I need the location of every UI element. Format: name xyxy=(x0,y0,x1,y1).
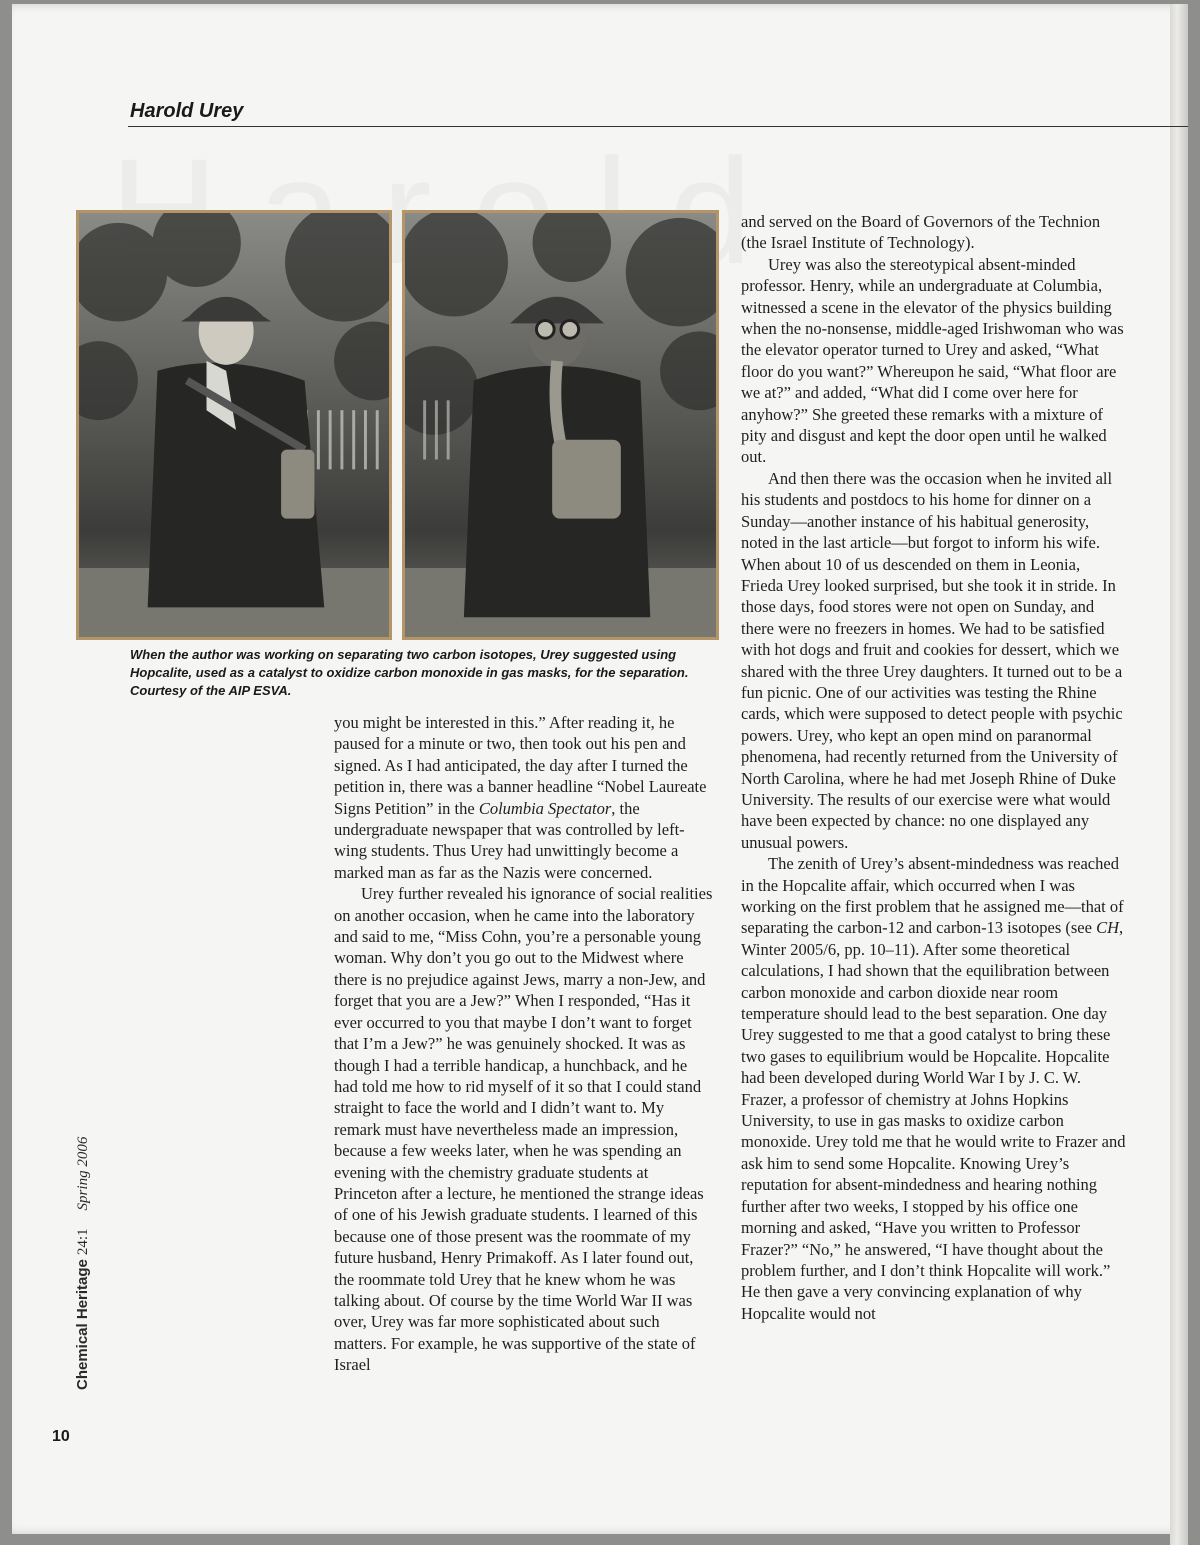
publication-title: Columbia Spectator xyxy=(478,798,612,818)
paragraph-text: , the undergraduate newspaper that was controlled by left-wing students. Thus Urey had unwittingly become a marked man as far as the Nazis were concerned. xyxy=(334,798,685,882)
photo-urey-gas-mask xyxy=(402,210,719,640)
paragraph-text: The zenith of Urey’s absent-mindedness was reached in the Hopcalite affair, which occurred when I was working on the first problem that he assigned me—that of separating the carbon-12 and carbon-13 isotopes (see xyxy=(741,854,1124,938)
running-header-title: Harold Urey xyxy=(130,100,244,122)
photo-urey-helmet xyxy=(76,210,392,640)
paragraph xyxy=(741,853,1126,1324)
article-column-right xyxy=(741,211,1126,1324)
paragraph: Urey was also the stereotypical absent-minded professor. Henry, while an undergraduate at Columbia, witnessed a scene in the elevator of the physics building when the no-nonsense, middle-aged Irishwoman who was the elevator operator turned to Urey and asked, “What floor do you want?” Whereupon he said, “What floor are we at?” and added, “What did I come over here for anyhow?” She greeted these remarks with a mixture of pity and disgust and kept the door open until he walked out. xyxy=(741,254,1124,467)
header-rule xyxy=(128,126,1188,127)
photo-caption: When the author was working on separating two carbon isotopes, Urey suggested using Hopcalite, used as a catalyst to oxidize carbon monoxide in gas masks, for the separation. Courtesy of the AIP ESVA. xyxy=(130,647,689,698)
publication-abbrev: CH xyxy=(1096,918,1120,938)
paragraph: and served on the Board of Governors of the Technion (the Israel Institute of Technology). xyxy=(741,212,1101,253)
paragraph: Urey further revealed his ignorance of social realities on another occasion, when he came into the laboratory and said to me, “Miss Cohn, you’re a personable young woman. Why don’t you go out to the Midwest where there is no prejudice against Jews, marry a non-Jew, and forget that you are a Jew?” When I responded, “Has it ever occurred to you that maybe I don’t want to forget that I’m a Jew?” he was genuinely shocked. It was as though I had a terrible handicap, a hunchback, and he had told me how to rid myself of it so that I could stand straight to face the world and I didn’t want to. My remark must have nevertheless made an impression, because a few weeks later, when he was spending an evening with the chemistry graduate students at Princeton after a lecture, he mentioned the strange ideas of one of his Jewish graduate students. I learned of this because one of those present was the roommate of my future husband, Henry Primakoff. As I later found out, the roommate told Urey that he knew whom he was talking about. Of course by the time World War II was over, Urey was far more sophisticated about such matters. For example, he was supportive of the state of Israel xyxy=(334,884,713,1375)
issue-number: 24:1 xyxy=(75,1228,91,1256)
page-number: 10 xyxy=(52,1428,70,1445)
folio-side-label xyxy=(73,1137,92,1390)
paragraph-text: , Winter 2005/6, pp. 10–11). After some theoretical calculations, I had shown that the equilibration between carbon monoxide and carbon dioxide near room temperature should lead to the best separation. One day Urey suggested to me that a good catalyst to bring these two gases to equilibrium would be Hopcalite. Hopcalite had been developed during World War I by J. C. W. Frazer, a professor of chemistry at Johns Hopkins University, to use in gas masks to oxidize carbon monoxide. Urey told me that he would write to Frazer and ask him to send some Hopcalite. Knowing Urey’s reputation for absent-mindedness and hearing nothing further after two weeks, I stopped by his office one morning and asked, “Have you written to Professor Frazer?” “No,” he answered, “I have thought about the problem further, and I don’t think Hopcalite will work.” He then gave a very convincing explanation of why Hopcalite would not xyxy=(741,918,1126,1323)
paragraph xyxy=(334,712,714,883)
paragraph: And then there was the occasion when he invited all his students and postdocs to his home for dinner on a Sunday—another instance of his habitual generosity, noted in the last article—but forgot to inform his wife. When about 10 of us descended on them in Leonia, Frieda Urey looked surprised, but she took it in stride. In those days, food stores were not open on Sunday, and there were no freezers in homes. We had to be satisfied with hot dogs and fruit and cookies for dessert, which we shared with the three Urey daughters. It turned out to be a fun picnic. One of our activities was testing the Rhine cards, which were supposed to detect people with psychic powers. Urey, who kept an open mind on paranormal phenomena, had recently returned from the University of North Carolina, where he had met Joseph Rhine of Duke University. The results of our exercise were what would have been expected by chance: no one displayed any unusual powers. xyxy=(741,468,1123,852)
issue-season: Spring 2006 xyxy=(75,1136,91,1211)
article-column-middle xyxy=(334,712,714,1376)
magazine-name: Chemical Heritage xyxy=(74,1259,91,1390)
paragraph-text: you might be interested in this.” After reading it, he paused for a minute or two, then took out his pen and signed. As I had anticipated, the day after I turned the petition in, there was a banner headline “Nobel Laureate Signs Petition” in the xyxy=(334,713,707,818)
